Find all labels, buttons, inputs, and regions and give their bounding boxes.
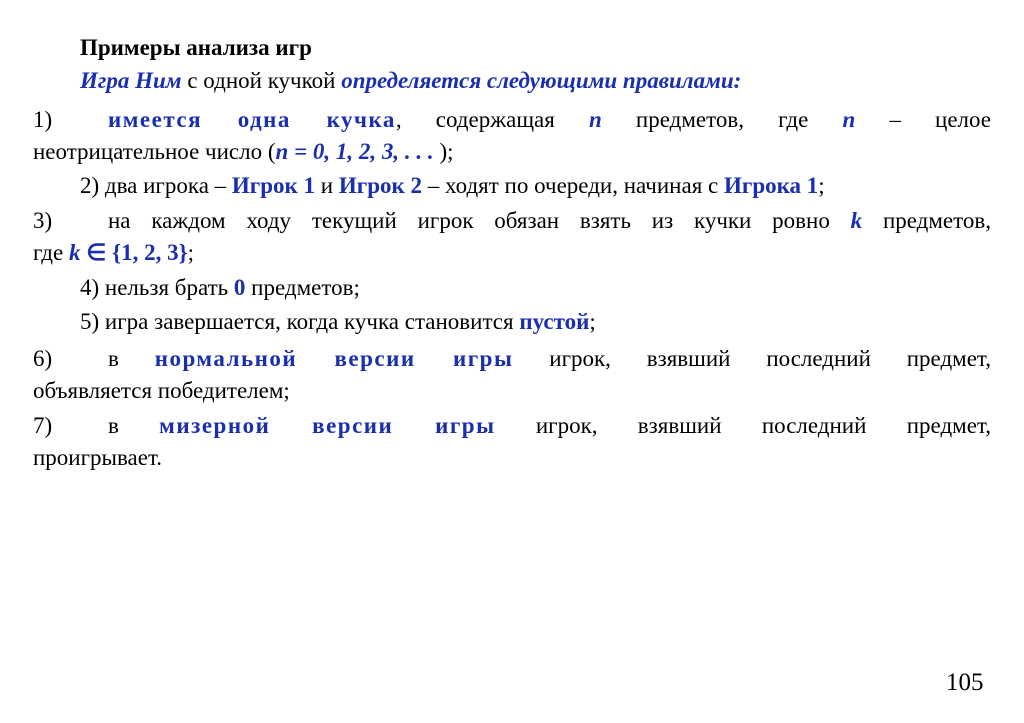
rule-1-line-2 bbox=[33, 136, 991, 168]
slide-title: Примеры анализа игр bbox=[80, 35, 312, 60]
rule-7 bbox=[33, 410, 991, 474]
rule-6-text-a: в bbox=[108, 346, 155, 371]
rule-1-var-n1: n bbox=[588, 107, 602, 132]
rule-7-line-1 bbox=[33, 410, 991, 442]
rule-1-text-c: предметов, где bbox=[601, 107, 843, 132]
rule-6-normal-version: нормальной версии игры bbox=[154, 346, 514, 371]
rule-4-text-a: 4) нельзя брать bbox=[80, 275, 234, 300]
rule-6 bbox=[33, 343, 991, 407]
rule-5-empty: пустой bbox=[519, 309, 590, 334]
rule-6-number: 6) bbox=[33, 346, 53, 371]
rule-3-var-k1: k bbox=[850, 208, 863, 233]
rule-1 bbox=[33, 104, 991, 168]
rule-1-text-b: , содержащая bbox=[395, 107, 589, 132]
rule-5 bbox=[80, 306, 596, 338]
rule-2-text-b: и bbox=[315, 173, 339, 198]
rule-3-line-2-text: где bbox=[33, 240, 69, 265]
rule-4-zero: 0 bbox=[233, 275, 246, 300]
rule-2-text-a: 2) два игрока – bbox=[80, 173, 232, 198]
rule-6-text-b: игрок, взявший последний предмет, bbox=[513, 346, 991, 371]
rule-5-text-b: ; bbox=[589, 309, 596, 334]
rule-1-var-n2: n bbox=[842, 107, 856, 132]
rule-3-line-2 bbox=[33, 237, 991, 269]
rule-1-expression: n = 0, 1, 2, 3, . . . bbox=[275, 139, 434, 164]
rule-7-line-2: проигрывает. bbox=[33, 445, 163, 470]
rule-2-player-1-genitive: Игрока 1 bbox=[723, 173, 819, 198]
rule-2-player-1: Игрок 1 bbox=[231, 173, 316, 198]
rule-1-text-d: – целое bbox=[855, 107, 991, 132]
rule-6-line-2: объявляется победителем; bbox=[33, 378, 290, 403]
rule-7-text-b: игрок, взявший последний предмет, bbox=[495, 413, 991, 438]
rule-4-text-b: предметов; bbox=[245, 275, 360, 300]
rule-3-number: 3) bbox=[33, 208, 53, 233]
rule-2-text-d: ; bbox=[818, 173, 825, 198]
rule-4 bbox=[80, 272, 360, 304]
rule-1-line-1 bbox=[33, 104, 991, 136]
rule-1-line-2-end: ); bbox=[433, 139, 454, 164]
rule-2-player-2: Игрок 2 bbox=[338, 173, 422, 198]
rule-3-text-a: на каждом ходу текущий игрок обязан взять из кучки ровно bbox=[108, 208, 851, 233]
rule-5-text-a: 5) игра завершается, когда кучка становится bbox=[80, 309, 520, 334]
rule-3 bbox=[33, 205, 991, 269]
rule-3-set: {1, 2, 3} bbox=[112, 240, 188, 265]
rule-1-line-2-text: неотрицательное число ( bbox=[33, 139, 276, 164]
rule-3-line-1 bbox=[33, 205, 991, 237]
intro-line bbox=[80, 66, 741, 96]
page-number: 105 bbox=[946, 669, 984, 696]
rule-1-highlight: имеется одна кучка bbox=[108, 107, 396, 132]
rule-1-number: 1) bbox=[33, 107, 53, 132]
rule-6-line-1 bbox=[33, 343, 991, 375]
rule-7-misere-version: мизерной версии игры bbox=[159, 413, 496, 438]
game-name: Игра Ним bbox=[80, 68, 182, 93]
rule-3-line-2-end: ; bbox=[187, 240, 195, 265]
rule-2-text-c: – ходят по очереди, начиная с bbox=[422, 173, 724, 198]
intro-middle: с одной кучкой bbox=[181, 68, 342, 93]
rule-7-text-a: в bbox=[108, 413, 160, 438]
rule-3-var-k2: k bbox=[68, 240, 81, 265]
rule-7-number: 7) bbox=[33, 413, 53, 438]
rule-3-text-b: предметов, bbox=[862, 208, 991, 233]
rule-3-element-of: ∈ bbox=[80, 240, 112, 265]
rule-2 bbox=[80, 170, 825, 202]
intro-defined-by: определяется следующими правилами: bbox=[341, 68, 742, 93]
